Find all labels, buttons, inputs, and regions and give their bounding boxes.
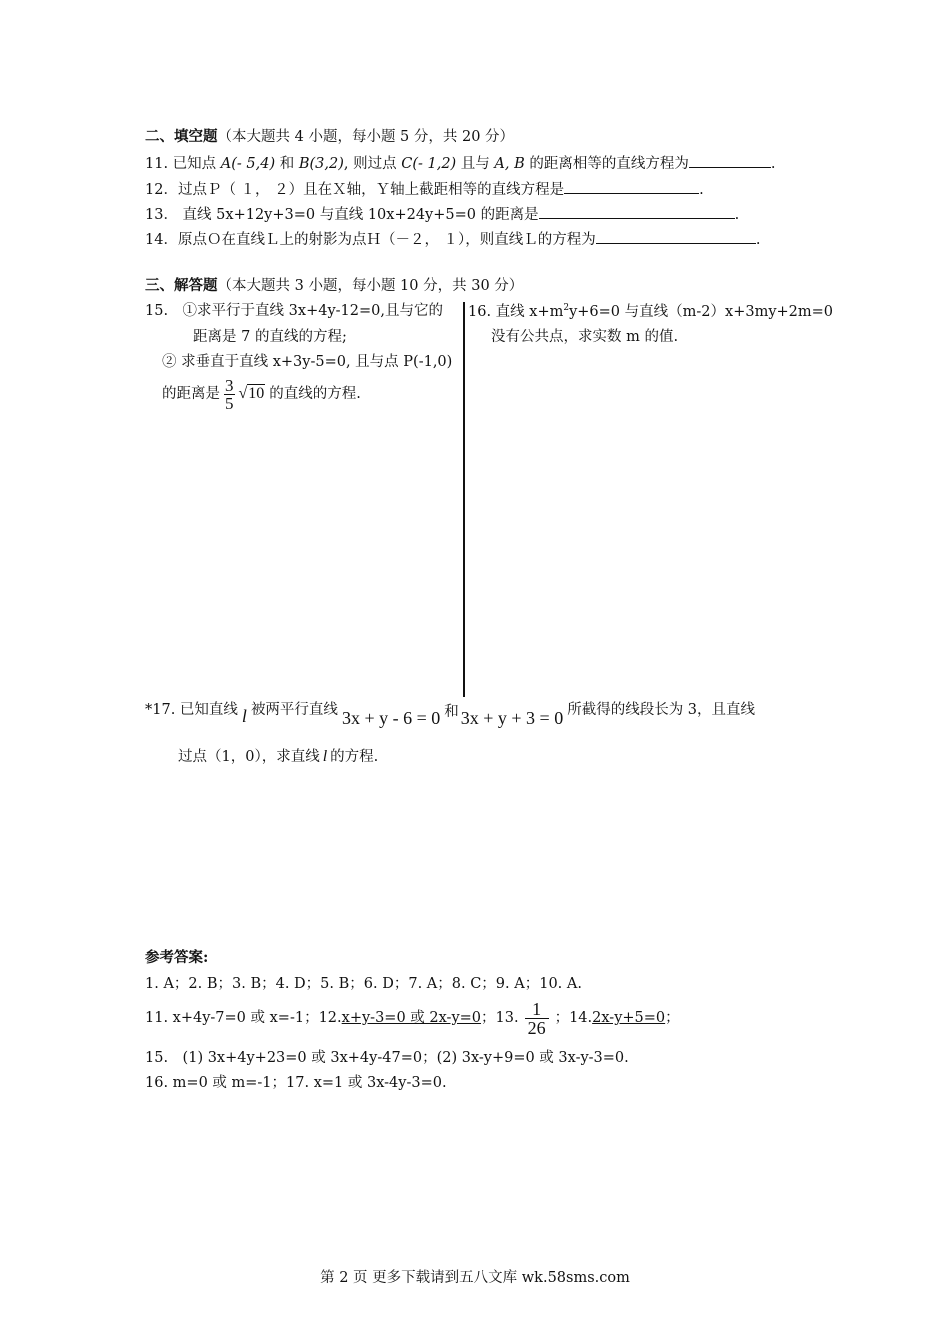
points-ab: A, B xyxy=(494,156,525,172)
page-footer: 第 2 页 更多下载请到五八文库 wk.58sms.com xyxy=(320,1270,630,1286)
question-17-line1: *17. 已知直线 l 被两平行直线 3x + y - 6 = 0 和 3x + y + 3 = 0 所截得的线段长为 3，且直线 xyxy=(145,702,756,728)
answer-blank xyxy=(689,153,771,168)
section2-note: （本大题共 4 小题，每小题 5 分，共 20 分） xyxy=(217,129,515,145)
question-16-line2: 没有公共点，求实数 m 的值. xyxy=(491,329,679,345)
fraction: $\frac{3}{5}$ xyxy=(225,376,234,413)
question-15-line1: 15. ①求平行于直线 3x+4y-12=0,且与它的 xyxy=(145,303,443,319)
sqrt-expression: √10 xyxy=(238,385,265,403)
section3-heading xyxy=(145,278,523,295)
question-15-line3: ② 求垂直于直线 x+3y-5=0, 且与点 P(-1,0) xyxy=(162,354,453,370)
answers-line1: 1. A；2. B；3. B；4. D；5. B；6. D；7. A；8. C；9. A；10. A. xyxy=(145,976,582,992)
answers-line3: 15. (1) 3x+4y+23=0 或 3x+4y-47=0；(2) 3x-y+9=0 或 3x-y-3=0. xyxy=(145,1050,629,1066)
question-15-line2: 距离是 7 的直线的方程; xyxy=(193,329,347,345)
fraction: $\frac{1}{26}$ xyxy=(525,1000,549,1037)
answers-line4: 16. m=0 或 m=-1；17. x=1 或 3x-4y-3=0. xyxy=(145,1075,447,1091)
question-17-line2: 过点（1，0），求直线 l 的方程. xyxy=(178,748,379,765)
section3-note: （本大题共 3 小题，每小题 10 分，共 30 分） xyxy=(217,278,524,294)
point-c: C(- 1,2) xyxy=(401,156,457,172)
question-12: 12．过点Ｐ（ １， ２）且在Ｘ轴，Ｙ轴上截距相等的直线方程是 . xyxy=(145,179,704,199)
equation-1: 3x + y - 6 = 0 xyxy=(341,708,441,728)
section2-heading xyxy=(145,129,514,146)
question-11: 11. 已知点 A(- 5,4) 和 B(3,2), 则过点 C(- 1,2) 且与 A, B 的距离相等的直线方程为 . xyxy=(145,153,776,173)
answer-blank xyxy=(564,179,699,194)
section3-title: 三、解答题 xyxy=(145,277,218,294)
question-14: 14．原点Ｏ在直线Ｌ上的射影为点Ｈ（－２， １），则直线Ｌ的方程为 . xyxy=(145,229,760,249)
column-divider xyxy=(463,302,465,697)
line-l: l xyxy=(241,706,247,726)
section2-title: 二、填空题 xyxy=(145,128,218,145)
question-13: 13． 直线 5x+12y+3=0 与直线 10x+24y+5=0 的距离是 . xyxy=(145,204,739,224)
point-b: B(3,2) xyxy=(298,156,344,172)
answer-blank xyxy=(596,229,756,244)
equation-2: 3x + y + 3 = 0 xyxy=(460,708,564,728)
question-15-line4: 的距离是 $\frac{3}{5}$ √10 的直线的方程. xyxy=(162,376,361,413)
question-16-line1: 16. 直线 $x+m^2y+6=0$ 与直线（m-2）x+3my+2m=0 xyxy=(468,303,834,320)
point-a: A(- 5,4) xyxy=(220,156,276,172)
answer-blank xyxy=(539,204,735,219)
answers-title: 参考答案: xyxy=(145,949,209,966)
answers-line2: 11. x+4y-7=0 或 x=-1；12. x+y-3=0 或 2x-y=0 ；13. $\frac{1}{26}$ ；14. 2x-y+5=0 ； xyxy=(145,999,680,1038)
